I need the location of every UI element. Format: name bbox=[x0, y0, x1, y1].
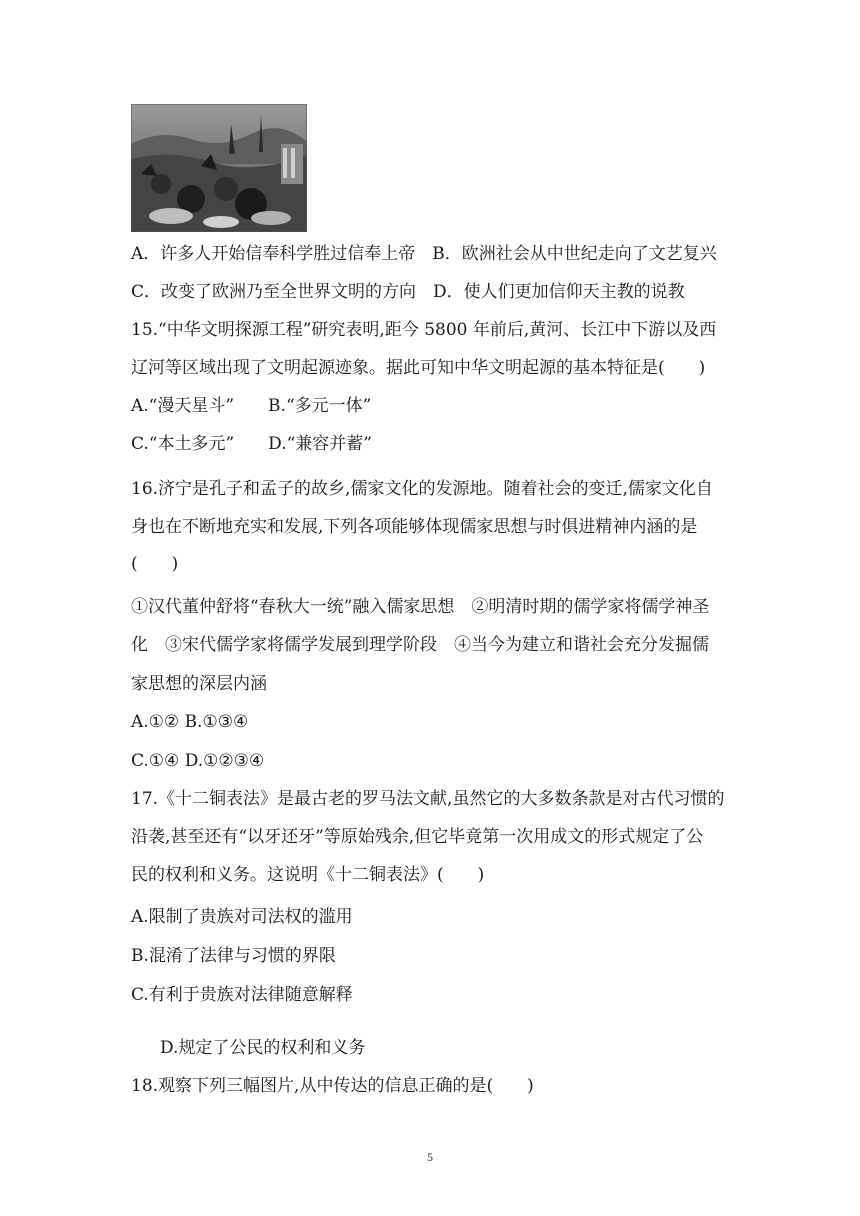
triumph-of-death-painting-image bbox=[131, 104, 307, 232]
q17-stem-line-2: 沿袭,甚至还有“以牙还牙”等原始残余,但它毕竟第一次用成文的形式规定了公 bbox=[131, 827, 704, 847]
q16-options-cd: C.①④ D.①②③④ bbox=[131, 751, 265, 771]
q17-stem-line-1: 17.《十二铜表法》是最古老的罗马法文献,虽然它的大多数条款是对古代习惯的 bbox=[131, 789, 725, 809]
page-number: 5 bbox=[427, 1150, 433, 1164]
q14-options-cd: C．改变了欧洲乃至全世界文明的方向 D．使人们更加信仰天主教的说教 bbox=[131, 282, 685, 302]
q15-stem-line-2: 辽河等区域出现了文明起源迹象。据此可知中华文明起源的基本特征是( ) bbox=[131, 358, 706, 378]
q15-options-cd: C.“本土多元” D.“兼容并蓄” bbox=[131, 434, 372, 454]
q17-option-b: B.混淆了法律与习惯的界限 bbox=[131, 946, 336, 966]
q16-stem-line-3: ( ) bbox=[131, 554, 179, 574]
q16-statements-line-3: 家思想的深层内涵 bbox=[131, 674, 267, 694]
q15-stem-line-1: 15.“中华文明探源工程”研究表明,距今 5800 年前后,黄河、长江中下游以及西 bbox=[131, 320, 717, 340]
q17-option-a: A.限制了贵族对司法权的滥用 bbox=[131, 907, 353, 927]
q16-stem-line-1: 16.济宁是孔子和孟子的故乡,儒家文化的发源地。随着社会的变迁,儒家文化自 bbox=[131, 479, 713, 499]
q18-stem: 18.观察下列三幅图片,从中传达的信息正确的是( ) bbox=[131, 1076, 534, 1096]
q17-stem-line-3: 民的权利和义务。这说明《十二铜表法》( ) bbox=[131, 865, 485, 885]
q16-statements-line-2: 化 ③宋代儒学家将儒学发展到理学阶段 ④当今为建立和谐社会充分发掘儒 bbox=[131, 635, 709, 655]
q17-option-d: D.规定了公民的权利和义务 bbox=[160, 1038, 366, 1058]
q15-options-ab: A.“漫天星斗” B.“多元一体” bbox=[131, 396, 372, 416]
q14-options-ab: A．许多人开始信奉科学胜过信奉上帝 B．欧洲社会从中世纪走向了文艺复兴 bbox=[131, 244, 717, 264]
q16-statements-line-1: ①汉代董仲舒将“春秋大一统”融入儒家思想 ②明清时期的儒学家将儒学神圣 bbox=[131, 597, 710, 617]
q17-option-c: C.有利于贵族对法律随意解释 bbox=[131, 985, 353, 1005]
q16-options-ab: A.①② B.①③④ bbox=[131, 712, 249, 732]
q16-stem-line-2: 身也在不断地充实和发展,下列各项能够体现儒家思想与时俱进精神内涵的是 bbox=[131, 517, 698, 537]
